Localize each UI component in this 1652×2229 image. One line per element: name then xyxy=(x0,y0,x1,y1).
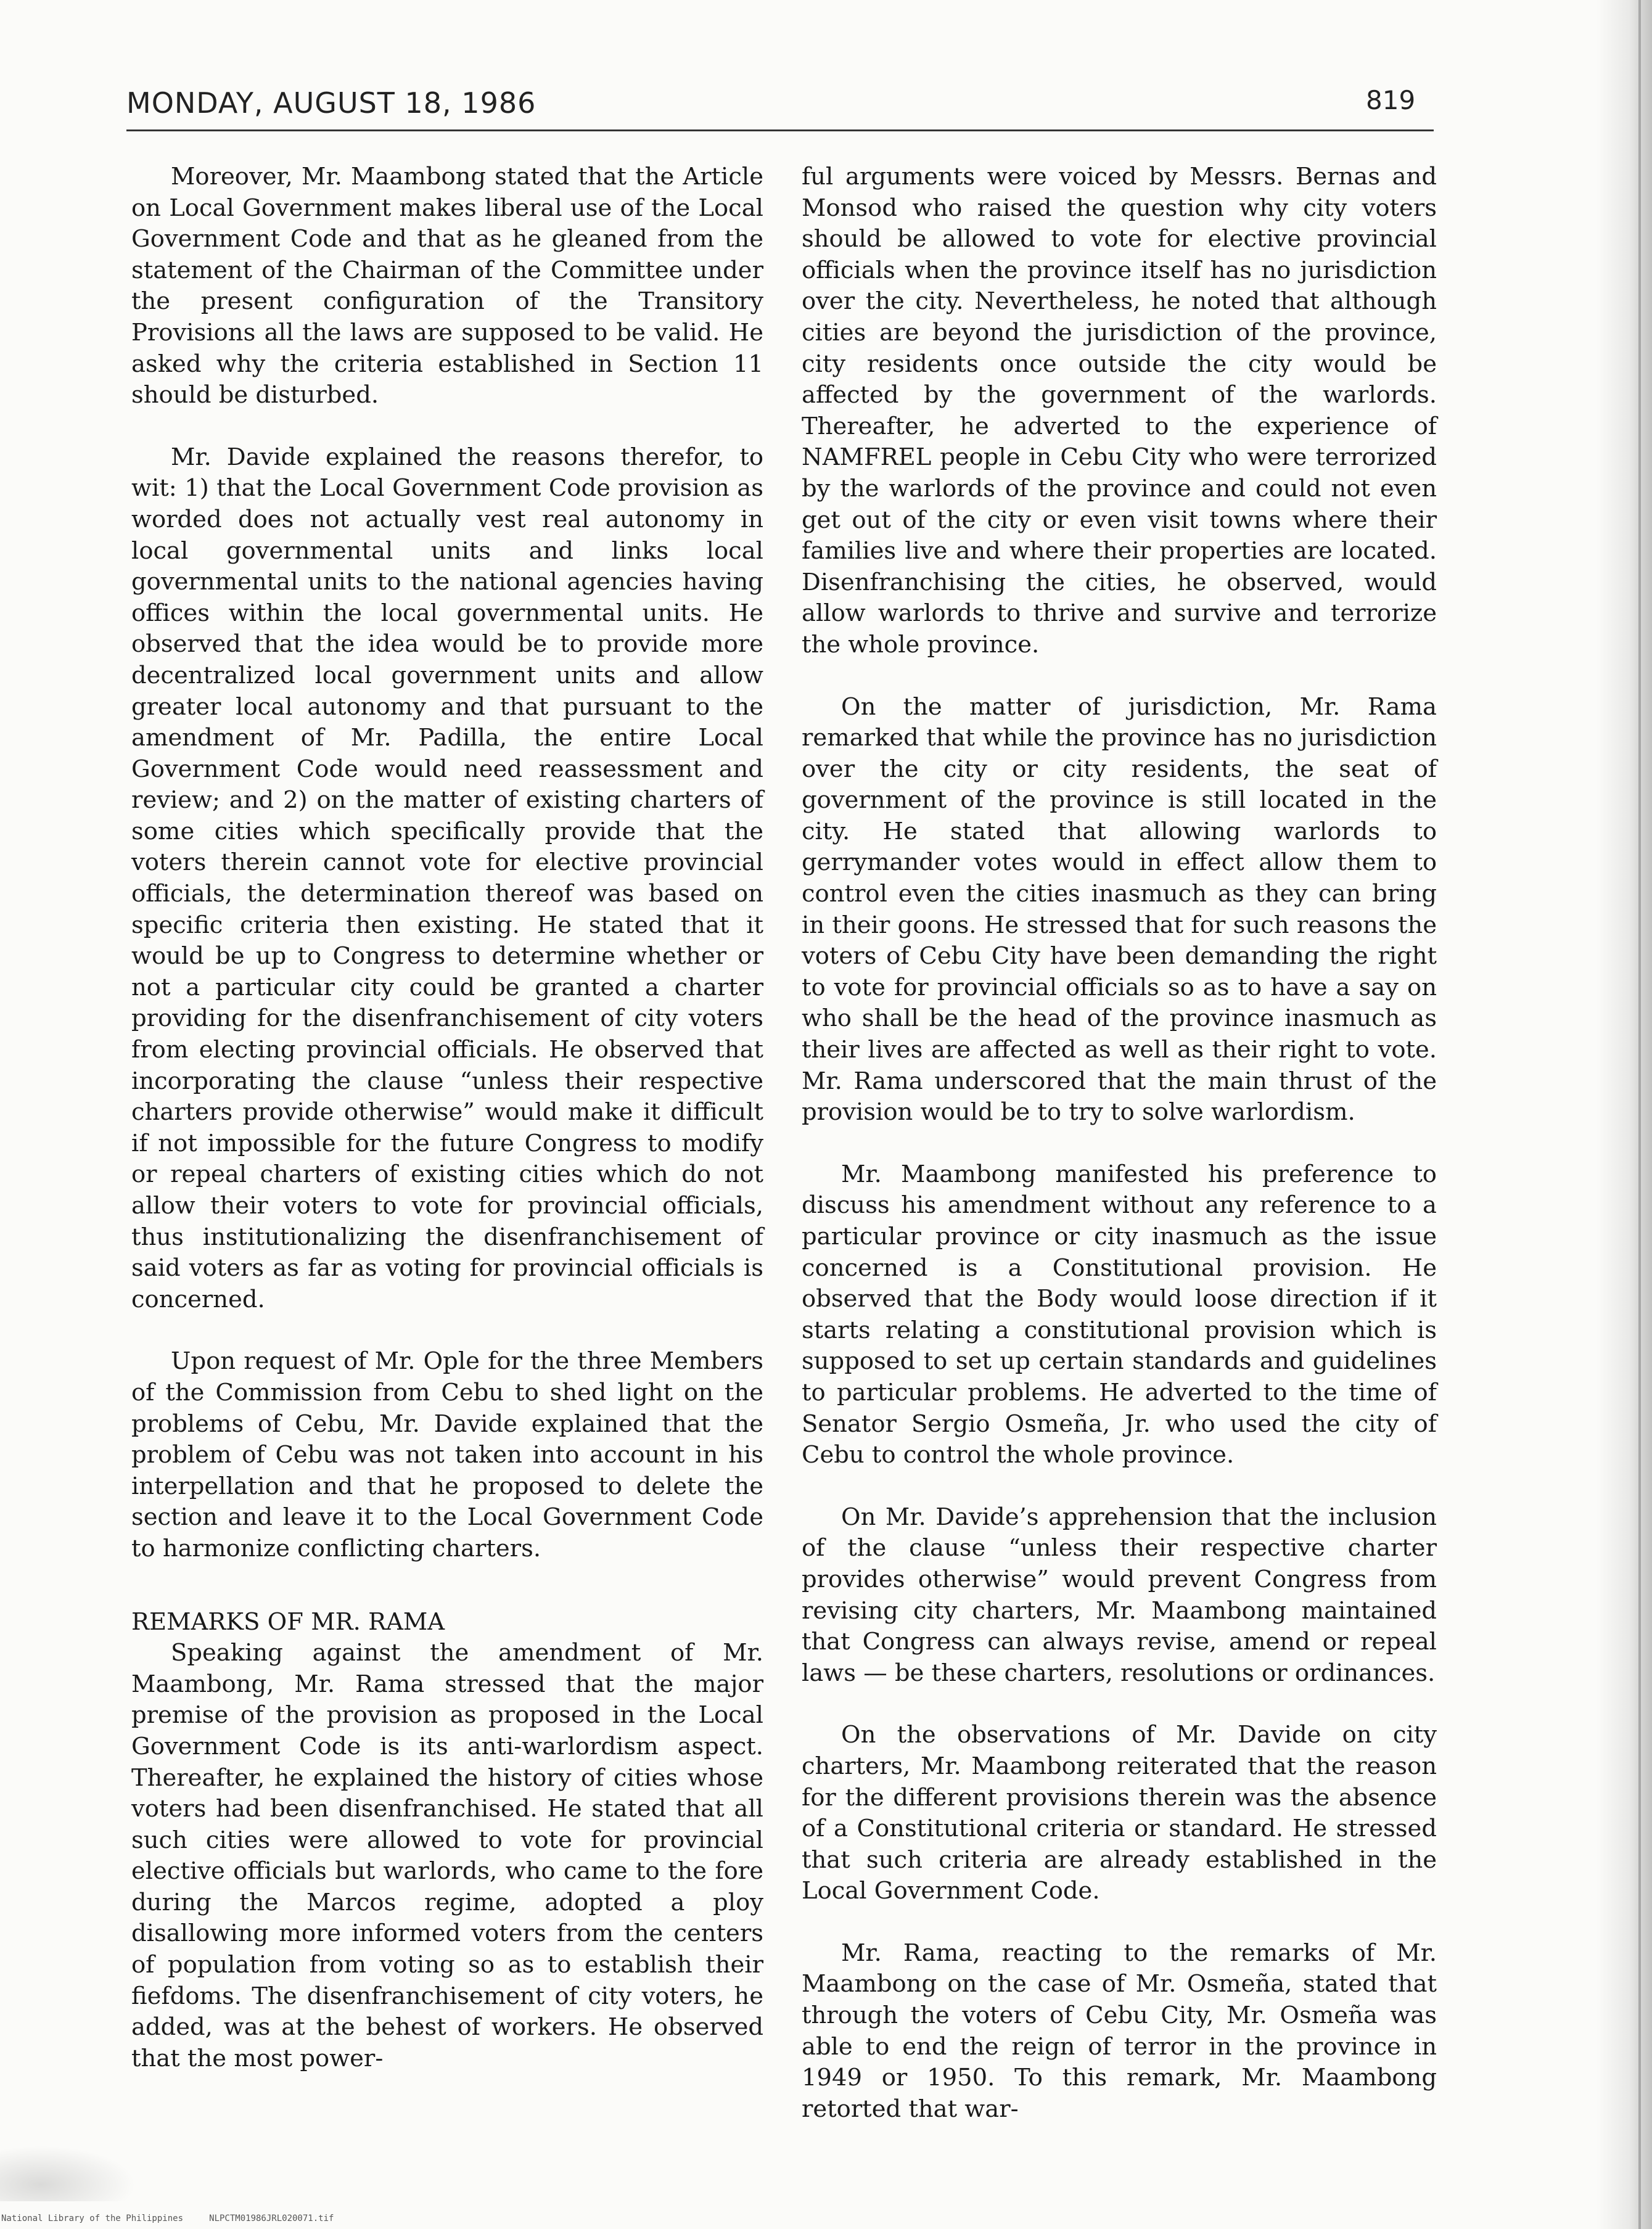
page-number: 819 xyxy=(1366,85,1416,115)
paragraph: Speaking against the amendment of Mr. Maambong, Mr. Rama stressed that the major premise of the provision as proposed in the Local Government Code is its anti-warlordism aspect. Thereafter, he explained the history of cities whose voters had been disenfranchised. He stated that all such cities were allowed to vote for provincial elective officials but warlords, who came to the fore during the Marcos regime, adopted a ploy disallowing more informed voters from the centers of population from voting so as to establish their fiefdoms. The disenfranchisement of city voters, he added, was at the behest of workers. He observed that the most power- xyxy=(131,1639,763,2072)
page-edge-shadow xyxy=(1597,0,1652,2229)
right-column xyxy=(802,162,1437,2156)
paragraph: Mr. Maambong manifested his preference to discuss his amendment without any reference to a particular province or city inasmuch as the issue concerned is a Constitutional provision. He observed that the Body would loose direction if it starts relating a constitutional provision which is supposed to set up certain standards and guidelines to particular problems. He adverted to the time of Senator Sergio Osmeña, Jr. who used the city of Cebu to control the whole province. xyxy=(802,1160,1437,1469)
scan-footer: National Library of the Philippines NLPCTM01986JRL020071.tif xyxy=(1,2214,334,2223)
paragraph: Upon request of Mr. Ople for the three Members of the Commission from Cebu to shed light on the problems of Cebu, Mr. Davide explained that the problem of Cebu was not taken into account in his interpellation and that he proposed to delete the section and leave it to the Local Government Code to harmonize conflicting charters. xyxy=(131,1347,763,1562)
section-heading: REMARKS OF MR. RAMA xyxy=(131,1607,445,1636)
paragraph: On the matter of jurisdiction, Mr. Rama remarked that while the province has no jurisdiction over the city or city residents, the seat of government of the province is still located in the city. He stated that allowing warlords to gerrymander votes would in effect allow them to control even the cities inasmuch as they can bring in their goons. He stressed that for such reasons the voters of Cebu City have been demanding the right to vote for provincial officials so as to have a say on who shall be the head of the province inasmuch as their lives are affected as well as their right to vote. Mr. Rama underscored that the main thrust of the provision would be to try to solve warlordism. xyxy=(802,692,1437,1127)
page-edge-line xyxy=(1638,0,1641,2229)
paragraph: ful arguments were voiced by Messrs. Bernas and Monsod who raised the question why city voters should be allowed to vote for elective provincial officials when the province itself has no jurisdiction over the city. Nevertheless, he noted that although cities are beyond the jurisdiction of the province, city residents once outside the city would be affected by the government of the warlords. Thereafter, he adverted to the experience of NAMFREL people in Cebu City who were terrorized by the warlords of the province and could not even get out of the city or even visit towns where their families live and where their properties are located. Disenfranchising the cities, he observed, would allow warlords to thrive and survive and terrorize the whole province. xyxy=(802,163,1437,659)
paragraph: Mr. Rama, reacting to the remarks of Mr. Maambong on the case of Mr. Osmeña, stated that through the voters of Cebu City, Mr. Osmeña was able to end the reign of terror in the province in 1949 or 1950. To this remark, Mr. Maambong retorted that war- xyxy=(802,1939,1437,2123)
paragraph: On the observations of Mr. Davide on city charters, Mr. Maambong reiterated that the reason for the different provisions therein was the absence of a Constitutional criteria or standard. He stressed that such criteria are already established in the Local Government Code. xyxy=(802,1721,1437,1905)
paragraph: Mr. Davide explained the reasons therefor, to wit: 1) that the Local Government Code provision as worded does not actually vest real autonomy in local governmental units and links local governmental units to the national agencies having offices within the local governmental units. He observed that the idea would be to provide more decentralized local government units and allow greater local autonomy and that pursuant to the amendment of Mr. Padilla, the entire Local Government Code would need reassessment and review; and 2) on the matter of existing charters of some cities which specifically provide that the voters therein cannot vote for elective provincial officials, the determination thereof was based on specific criteria then existing. He stated that it would be up to Congress to determine whether or not a particular city could be granted a charter providing for the disenfranchisement of city voters from electing provincial officials. He observed that incorporating the clause “unless their respective charters provide otherwise” would make it difficult if not impossible for the future Congress to modify or repeal charters of existing cities which do not allow their voters to vote for provincial officials, thus institutionalizing the disenfranchisement of said voters as far as voting for provincial officials is concerned. xyxy=(131,443,763,1313)
page-date: MONDAY, AUGUST 18, 1986 xyxy=(126,86,536,120)
paragraph: Moreover, Mr. Maambong stated that the Article on Local Government makes liberal use of the Local Government Code and that as he gleaned from the statement of the Chairman of the Committee under the present configuration of the Transitory Provisions all the laws are supposed to be valid. He asked why the criteria established in Section 11 should be disturbed. xyxy=(131,163,763,409)
header-divider xyxy=(126,129,1434,131)
left-column xyxy=(131,162,763,2105)
paragraph: On Mr. Davide’s apprehension that the inclusion of the clause “unless their respective charter provides otherwise” would prevent Congress from revising city charters, Mr. Maambong maintained that Congress can always revise, amend or repeal laws — be these charters, resolutions or ordinances. xyxy=(802,1503,1437,1687)
scan-smudge xyxy=(0,2146,136,2201)
